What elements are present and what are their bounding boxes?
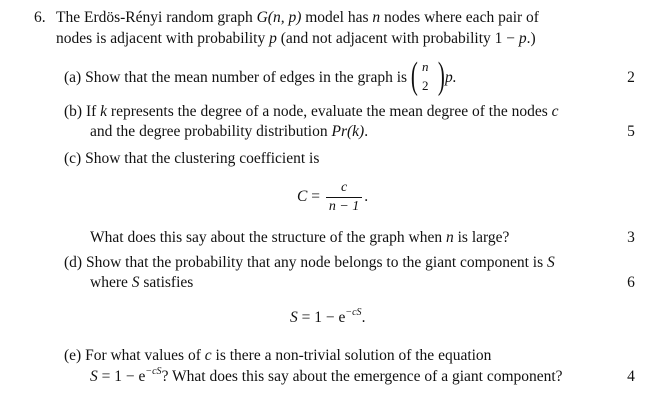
- fraction: [326, 179, 362, 216]
- var-c: c: [204, 347, 212, 364]
- intro-text: (and not adjacent with probability 1 −: [276, 30, 519, 47]
- frac-denominator: n − 1: [326, 197, 362, 216]
- part-b-marks: 5: [627, 123, 635, 140]
- part-d-text: satisfies: [139, 274, 194, 291]
- var-S: S: [131, 274, 140, 291]
- var-k: k: [100, 103, 108, 120]
- var-S: S: [547, 254, 555, 271]
- part-c-line1: [64, 149, 319, 169]
- binom-top: n: [421, 59, 429, 75]
- frac-numerator: c: [340, 179, 348, 195]
- question-intro-line2: [56, 29, 536, 49]
- intro-text: The Erdös-Rényi random graph: [56, 9, 257, 26]
- var-p: p: [269, 30, 277, 47]
- part-c-text: Show that the clustering coefficient is: [85, 150, 320, 167]
- var-n: n: [445, 229, 454, 246]
- part-a-tail: p.: [444, 69, 457, 86]
- part-e-text: is there a non-trivial solution of the equation: [211, 347, 492, 364]
- eq-exponent: −cS: [145, 366, 162, 377]
- eq-rhs: = 1 − e: [97, 368, 146, 385]
- part-d-line2: [90, 273, 193, 293]
- eq-exponent: −cS: [345, 307, 362, 318]
- part-c-label: (c): [64, 150, 82, 167]
- part-e-text: For what values of: [85, 347, 205, 364]
- question-number: 6.: [34, 9, 46, 26]
- var-S: S: [290, 309, 298, 326]
- part-b-line2: [90, 122, 368, 142]
- part-a: [64, 55, 457, 98]
- binomial-coefficient: ( n 2 ): [410, 55, 446, 98]
- pr-arg: (k): [346, 123, 365, 140]
- part-d-marks: 6: [627, 274, 635, 291]
- intro-text: nodes where each pair of: [380, 9, 539, 26]
- part-a-label: (a): [64, 69, 82, 86]
- var-p: p: [518, 30, 527, 47]
- part-d-label: (d): [64, 254, 83, 271]
- part-e-text: ? What does this say about the emergence of a giant component?: [161, 368, 563, 385]
- eq-rhs: = 1 − e: [297, 309, 346, 326]
- part-d-text: where: [90, 274, 132, 291]
- eq-end: .: [361, 309, 366, 326]
- part-a-text: Show that the mean number of edges in the graph is: [85, 69, 408, 86]
- eq-equals: =: [307, 188, 324, 205]
- part-c-text: What does this say about the structure of the graph when: [90, 229, 446, 246]
- question-intro-line1: [56, 8, 539, 28]
- var-c: c: [551, 103, 559, 120]
- part-d-text: Show that the probability that any node belongs to the giant component is: [85, 254, 548, 271]
- part-e-line1: [64, 346, 491, 366]
- part-e-line2: [90, 367, 563, 387]
- part-e-marks: 4: [627, 368, 635, 385]
- part-c-question: [90, 228, 509, 248]
- pr-symbol: Pr: [331, 123, 347, 140]
- part-b-text: represents the degree of a node, evaluate the mean degree of the nodes: [107, 103, 552, 120]
- part-b-line1: [64, 102, 559, 122]
- part-b-text: .: [364, 123, 369, 140]
- part-c-text: is large?: [453, 229, 510, 246]
- intro-text: model has: [301, 9, 373, 26]
- part-e-label: (e): [64, 347, 82, 364]
- eq-lhs: C: [297, 188, 308, 205]
- part-b-text: If: [85, 103, 101, 120]
- eq-end: .: [364, 188, 369, 205]
- var-S: S: [90, 368, 98, 385]
- giant-component-equation: [290, 308, 365, 328]
- part-b-text: and the degree probability distribution: [90, 123, 332, 140]
- intro-text: nodes is adjacent with probability: [56, 30, 270, 47]
- intro-text: .): [526, 30, 536, 47]
- model-args: (n, p): [267, 9, 302, 26]
- part-b-label: (b): [64, 103, 83, 120]
- var-n: n: [372, 9, 381, 26]
- model-symbol: G: [256, 9, 268, 26]
- part-d-line1: [64, 253, 555, 273]
- clustering-equation: [297, 178, 368, 216]
- part-c-marks: 3: [627, 229, 635, 246]
- binom-bottom: 2: [421, 78, 429, 94]
- part-a-marks: 2: [627, 69, 635, 86]
